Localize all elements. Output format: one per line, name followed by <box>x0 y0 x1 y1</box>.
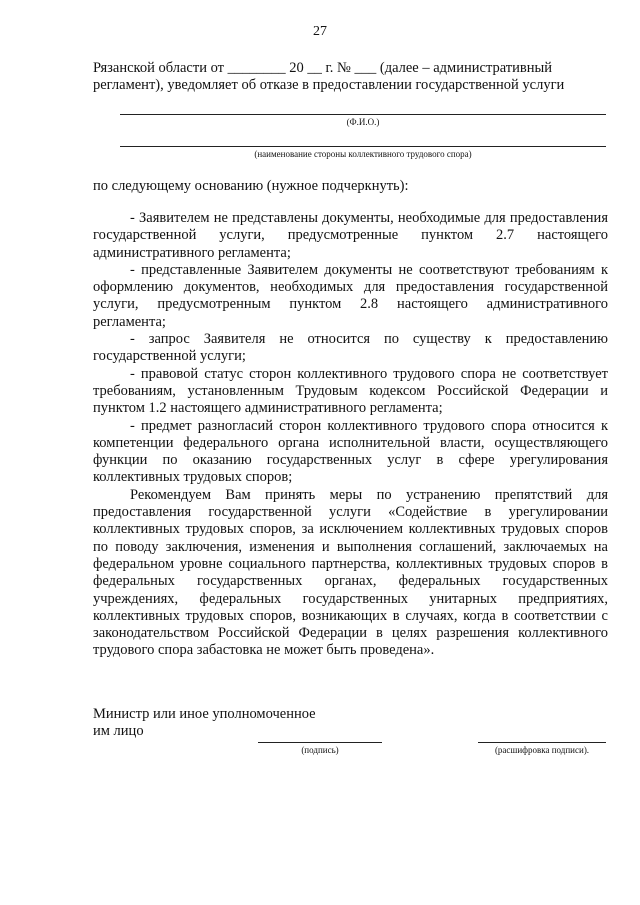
reason-item: - предмет разногласий сторон коллективного трудового спора относится к компетенции федерального органа исполнительной власти, осуществляющего функции по оказанию государственных услуг в сфере урегулирования коллективных трудовых споров; <box>93 417 608 486</box>
reason-item: - правовой статус сторон коллективного трудового спора не соответствует требованиям, установленным Трудовым кодексом Российской Федерации и пунктом 1.2 настоящего административного регламента; <box>93 365 608 417</box>
reasons-list <box>93 210 608 660</box>
fio-line <box>120 114 606 115</box>
reason-intro: по следующему основанию (нужное подчеркнуть): <box>93 178 409 194</box>
signatory-block <box>93 706 353 741</box>
signatory-line-2: им лицо <box>93 723 144 740</box>
header-block <box>93 60 608 95</box>
reason-item: - Заявителем не представлены документы, необходимые для предоставления государственной услуги, предусмотренные пунктом 2.7 настоящего административного регламента; <box>93 210 608 261</box>
header-line-2: регламент), уведомляет об отказе в предоставлении государственной услуги <box>93 77 565 94</box>
reason-item: - запрос Заявителя не относится по существу к предоставлению государственной услуги; <box>93 331 608 365</box>
signature-caption: (подпись) <box>301 745 339 755</box>
reason-item: - представленные Заявителем документы не соответствуют требованиям к оформлению документов, необходимых для предоставления государственной услуги, предусмотренным пунктом 2.8 настоящего административного регламента; <box>93 261 608 330</box>
header-line-1: Рязанской области от ________ 20 __ г. № ___ (далее – административный <box>93 60 552 76</box>
fio-caption: (Ф.И.О.) <box>346 117 380 127</box>
recommendation-paragraph: Рекомендуем Вам принять меры по устранению препятствий для предоставления государственной услуги «Содействие в урегулировании коллективных трудовых споров, за исключением коллективных трудовых споров по поводу заключения, изменения и выполнения соглашений, заключаемых на федеральном уровне социального партнерства, коллективных трудовых споров в федеральных государственных органах, федеральных государственных учреждениях, федеральных государственных унитарных предприятиях, коллективных трудовых споров, возникающих в случаях, когда в соответствии с законодательством Российской Федерации в целях разрешения коллективного трудового спора забастовка не может быть проведена». <box>93 486 608 659</box>
signature-line <box>258 742 382 743</box>
signatory-line-1: Министр или иное уполномоченное <box>93 706 316 722</box>
page-number: 27 <box>313 24 327 39</box>
party-caption: (наименование стороны коллективного трудового спора) <box>254 149 472 159</box>
party-line <box>120 146 606 147</box>
decoding-caption: (расшифровка подписи). <box>494 745 590 755</box>
decoding-line <box>478 742 606 743</box>
